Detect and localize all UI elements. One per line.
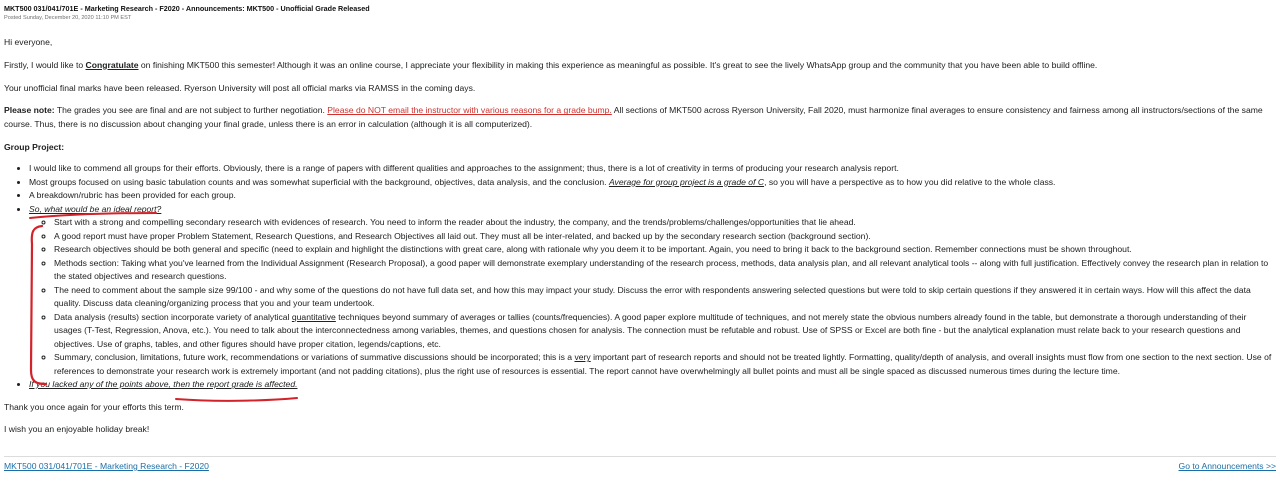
text: All sections of MKT500 across Ryerson University, Fall 2020, must harmonize final averages to ensure consistency and fairness among all instructors/sections of the same course. Thus, there is no discussion about changing your final grade, unless there is an error in calculation (although it is all computerized). (4, 105, 1263, 129)
sublist-item: ◦ The need to comment about the sample size 99/100 - and why some of the questions do not have full data set, and how this may impact your study. Discuss the error with respondents answering selected questions but were told to skip certain questions if they answered it in certain ways. How will this affect the data quality. Discuss data cleaning/organizing process that you and your team undertook. (54, 284, 1276, 311)
sublist-item: ◦ Methods section: Taking what you've learned from the Individual Assignment (Research Proposal), a good paper will demonstrate exemplary understanding of the research process, methods, data analysis plan, and all relevant analytical tools -- along with full justification. Effectively convey the research plan in relation to the stated objectives and research questions. (54, 257, 1276, 284)
text: important part of research reports and should not be treated lightly. Formatting, quality/depth of analysis, and overall insights must flow from one section to the next section. Use of references to demonstrate your research work is extremely important (and not padding citations), plus the right use of resources is essential. The report cannot have overwhelmingly all bullet points and must all be single spaced as discussed numerous times during the lecture time. (54, 352, 1272, 376)
no-email-warning: Please do NOT email the instructor with various reasons for a grade bump. (327, 105, 612, 116)
quantitative-emphasis: quantitative (291, 311, 336, 322)
sublist-item (54, 351, 1276, 378)
group-project-list (4, 162, 1276, 392)
text: Data analysis (results) section incorporate variety of analytical (54, 311, 292, 322)
sublist-item (54, 311, 1276, 352)
sublist-item: ◦ A good report must have proper Problem Statement, Research Questions, and Research Objectives all laid out. They must all be inter-related, and backed up by the secondary research section (background section). (54, 230, 1276, 244)
list-item: • I would like to commend all groups for their efforts. Obviously, there is a range of papers with different qualities and approaches to the assignment; thus, there is a lot of creativity in terms of producing your research analysis report. (29, 162, 1276, 176)
very-emphasis: very (574, 352, 591, 363)
text: Summary, conclusion, limitations, future work, recommendations or variations of summative discussions should be incorporated; this is a (54, 352, 575, 363)
closing-line: I wish you an enjoyable holiday break! (4, 424, 150, 435)
announcement-body (4, 36, 1276, 446)
ideal-report-sublist (29, 216, 1276, 378)
course-home-link[interactable]: MKT500 031/041/701E - Marketing Research - F2020 (4, 461, 209, 471)
paragraph-marks-released: Your unofficial final marks have been released. Ryerson University will post all official marks via RAMSS in the coming days. (4, 82, 476, 93)
text: Most groups focused on using basic tabulation counts and was somewhat superficial with the background, objectives, data analysis, and the conclusion. (29, 176, 609, 187)
list-item (29, 378, 1276, 392)
average-grade-emphasis: Average for group project is a grade of C (608, 176, 765, 187)
announcement-title: MKT500 031/041/701E - Marketing Research - F2020 - Announcements: MKT500 - Unofficial Grade Released (4, 4, 370, 13)
paragraph-congratulations (4, 59, 1276, 73)
grade-affected-warning: If you lacked any of the points above, then the report grade is affected. (29, 379, 298, 390)
text: on finishing MKT500 this semester! Although it was an online course, I appreciate your flexibility in making this experience as meaningful as possible. It's great to see the lively WhatsApp group and the community that you have been able to build offline. (138, 59, 1098, 70)
list-item (29, 203, 1276, 379)
footer-divider (4, 456, 1276, 457)
list-item: • A breakdown/rubric has been provided for each group. (29, 189, 1276, 203)
go-to-announcements-link[interactable]: Go to Announcements >> (1178, 461, 1276, 471)
greeting: Hi everyone, (4, 37, 53, 47)
text: Firstly, I would like to (4, 59, 86, 70)
text: techniques beyond summary of averages or tallies (counts/frequencies). A good paper explore multitude of techniques, and not merely state the obvious numbers already found in the table, but demonstrate a thorough understanding of their usages (T-Test, Regression, Anova, etc.). You need to talk about the interconnectedness among variables, themes, and questions chosen for analysis. The connection must be refutable and robust. Use of SPSS or Excel are both fine - but the analytical explanation must relate back to your research questions and objectives. Use of graphs, tables, and other figures should have proper citation, legends/captions, etc. (54, 311, 1247, 349)
list-item (29, 176, 1276, 190)
thanks-line: Thank you once again for your efforts this term. (4, 401, 184, 412)
ideal-report-question: So, what would be an ideal report? (29, 203, 162, 214)
sublist-item: ◦ Start with a strong and compelling secondary research with evidences of research. You need to inform the reader about the industry, the company, and the trends/problems/challenges/opportunities that lie ahead. (54, 216, 1276, 230)
text: , so you will have a perspective as to how you did relative to the whole class. (764, 176, 1056, 187)
group-project-heading: Group Project: (4, 141, 65, 152)
congratulate-emphasis: Congratulate (85, 59, 139, 70)
sublist-item: ◦ Research objectives should be both general and specific (need to explain and highlight the distinctions with great care, along with rationale why you deem it to be important. Again, you need to bring it back to the background section. Remember connections must be shown throughout. (54, 243, 1276, 257)
paragraph-please-note (4, 104, 1276, 131)
posted-date: Posted Sunday, December 20, 2020 11:10 PM EST (4, 15, 132, 21)
text: The grades you see are final and are not subject to further negotiation. (54, 105, 328, 116)
please-note-label: Please note: (4, 105, 55, 116)
